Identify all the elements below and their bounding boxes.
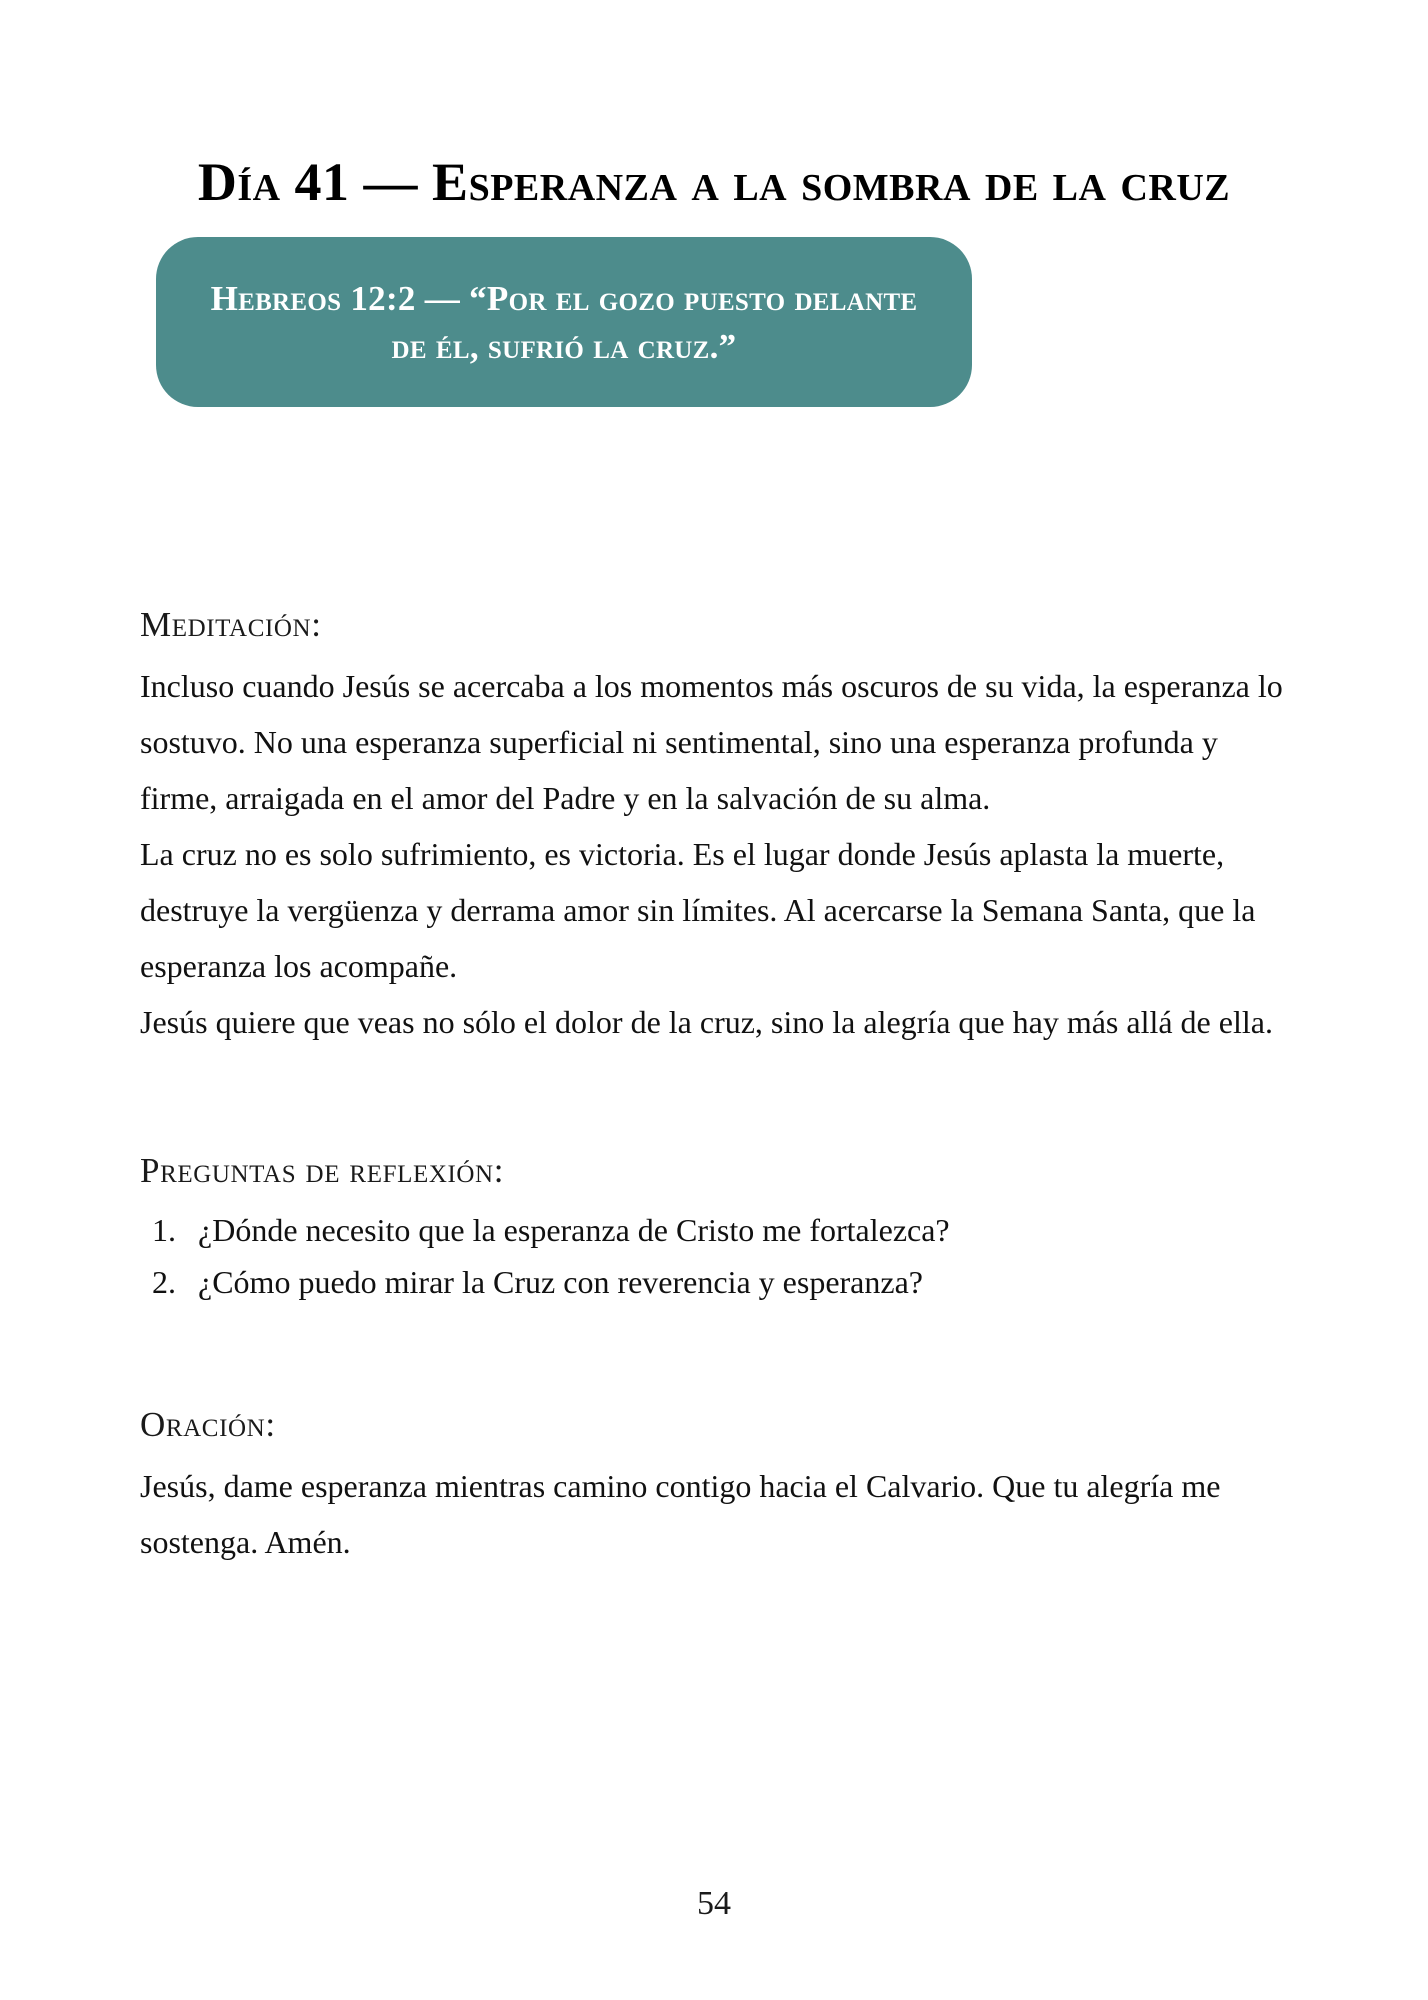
page-content <box>140 600 1295 1570</box>
reflection-section <box>140 1146 1295 1308</box>
reflection-question-list <box>140 1204 1295 1308</box>
reflection-question-number: 1. <box>152 1212 176 1248</box>
section-spacer-2 <box>140 1308 1295 1400</box>
meditation-section <box>140 600 1295 1050</box>
section-spacer-1 <box>140 1050 1295 1146</box>
scripture-verse-line-2: de él, sufrió la cruz.” <box>391 327 737 366</box>
reflection-question-text: ¿Dónde necesito que la esperanza de Cristo me fortalezca? <box>198 1212 950 1248</box>
meditation-paragraph-3: Jesús quiere que veas no sólo el dolor de la cruz, sino la alegría que hay más allá de ella. <box>140 1004 1273 1040</box>
meditation-paragraph-2: La cruz no es solo sufrimiento, es victoria. Es el lugar donde Jesús aplasta la muerte, destruye la vergüenza y derrama amor sin límites. Al acercarse la Semana Santa, que la esperanza los acompañe. <box>140 836 1256 984</box>
scripture-verse-text <box>204 275 924 371</box>
page-title-line-2: cruz <box>1120 152 1231 213</box>
scripture-verse-line-1: Hebreos 12:2 — “Por el gozo puesto delante <box>210 279 918 318</box>
page-title-line-1: Día 41 — Esperanza a la sombra de la <box>197 152 1107 213</box>
prayer-section <box>140 1400 1295 1570</box>
reflection-label: Preguntas de reflexión: <box>140 1151 505 1190</box>
prayer-text: Jesús, dame esperanza mientras camino contigo hacia el Calvario. Que tu alegría me sostenga. Amén. <box>140 1468 1221 1560</box>
meditation-label: Meditación: <box>140 605 322 644</box>
scripture-callout-box <box>156 237 972 407</box>
reflection-question-text: ¿Cómo puedo mirar la Cruz con reverencia y esperanza? <box>198 1264 923 1300</box>
prayer-label: Oración: <box>140 1405 276 1444</box>
list-item <box>140 1204 1295 1256</box>
page-number: 54 <box>697 1885 731 1922</box>
list-item <box>140 1256 1295 1308</box>
meditation-paragraph-1: Incluso cuando Jesús se acercaba a los momentos más oscuros de su vida, la esperanza lo sostuvo. No una esperanza superficial ni sentimental, sino una esperanza profunda y firme, arraigada en el amor del Padre y en la salvación de su alma. <box>140 668 1283 816</box>
reflection-question-number: 2. <box>152 1264 176 1300</box>
page-title <box>150 144 1278 220</box>
